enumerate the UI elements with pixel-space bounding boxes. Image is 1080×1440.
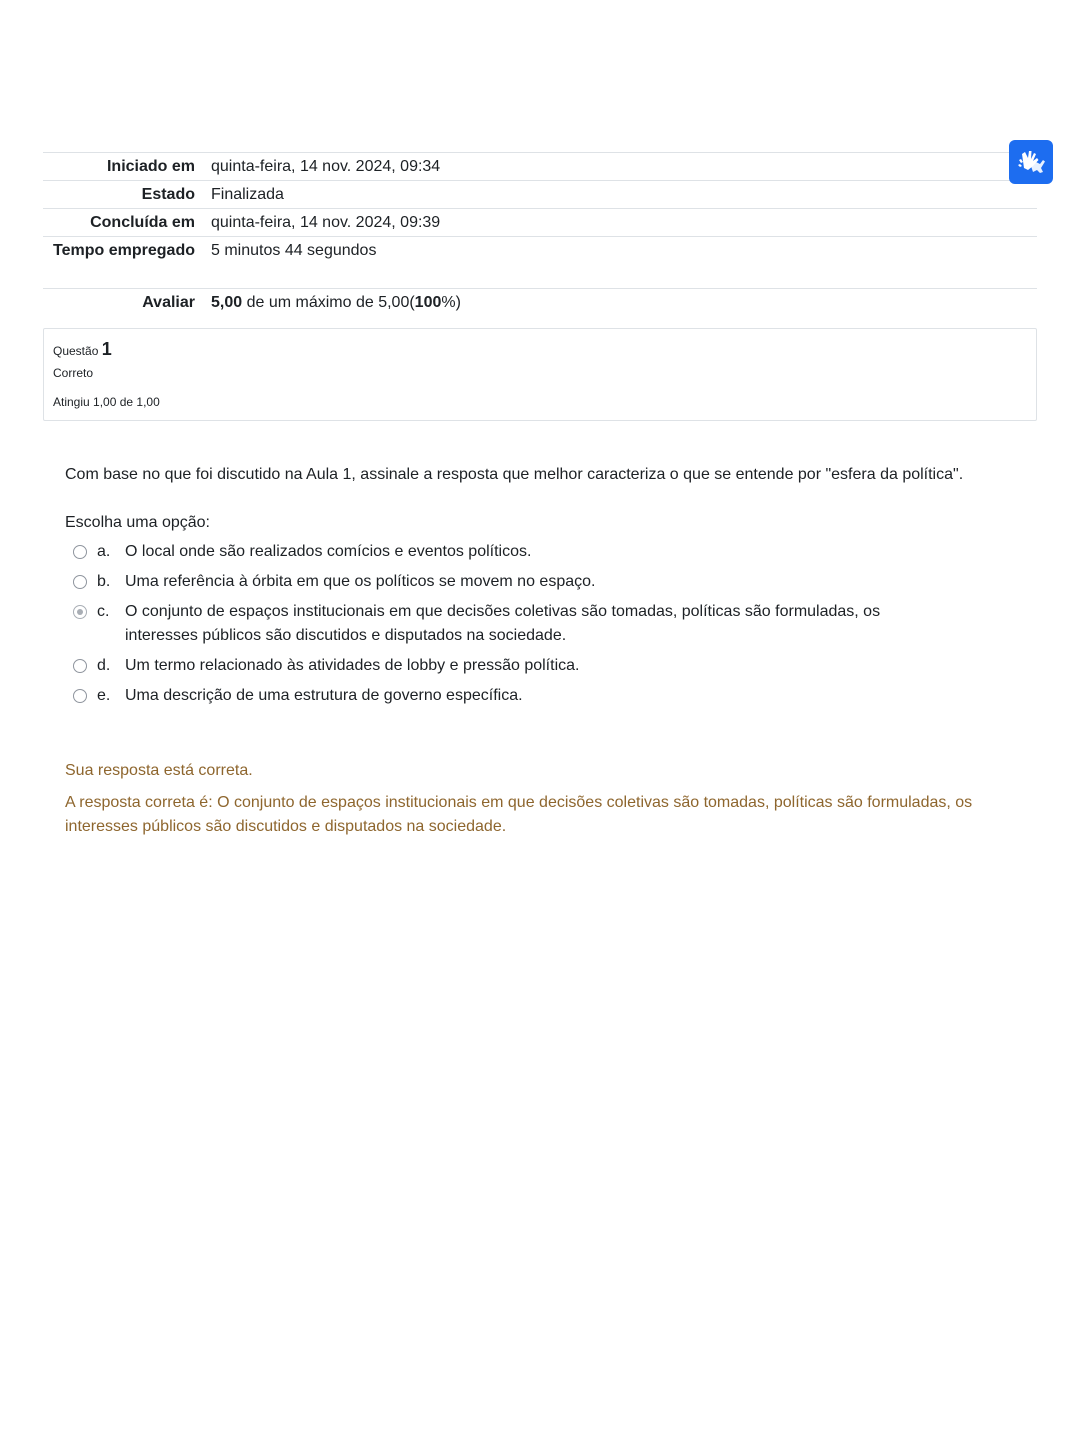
question-number [53,337,112,363]
feedback-right-answer: A resposta correta é: O conjunto de espaços institucionais em que decisões coletivas são tomadas, políticas são formuladas, os interesses públicos são discutidos e disputados na sociedade. [65,794,973,835]
radio-a[interactable] [73,545,87,559]
grade-score: 5,00 [211,294,243,311]
grade-mid: de um máximo de 5,00( [242,294,415,311]
answer-letter: a. [97,543,111,560]
radio-e[interactable] [73,689,87,703]
answer-letter: c. [97,603,110,620]
summary-row-started [43,152,1037,180]
answer-option-a[interactable] [73,540,953,564]
completed-label: Concluída em [90,214,195,231]
completed-value: quinta-feira, 14 nov. 2024, 09:39 [211,214,441,231]
question-label: Questão [53,344,99,358]
answer-option-d[interactable] [73,654,953,678]
grade-label: Avaliar [142,294,195,311]
grade-end: %) [441,294,461,311]
answer-prompt: Escolha uma opção: [65,514,210,531]
answer-list [73,540,953,714]
question-grade: Atingiu 1,00 de 1,00 [53,395,160,409]
radio-b[interactable] [73,575,87,589]
feedback-correct-message: Sua resposta está correta. [65,762,253,779]
grade-percent: 100 [414,294,442,311]
time-label: Tempo empregado [53,242,195,259]
answer-letter: e. [97,687,111,704]
answer-text: Um termo relacionado às atividades de lobby e pressão política. [125,657,580,674]
sign-language-hands-icon [1016,148,1046,176]
question-number-value: 1 [101,339,112,359]
answer-letter: d. [97,657,111,674]
summary-row-completed [43,208,1037,236]
grade-value [211,289,1037,319]
state-label: Estado [141,186,195,203]
accessibility-widget-button[interactable] [1009,140,1053,184]
answer-text: O local onde são realizados comícios e eventos políticos. [125,543,532,560]
answer-letter: b. [97,573,111,590]
answer-text: Uma referência à órbita em que os políticos se movem no espaço. [125,573,596,590]
time-value: 5 minutos 44 segundos [211,242,377,259]
started-value: quinta-feira, 14 nov. 2024, 09:34 [211,158,441,175]
summary-row-state [43,180,1037,208]
quiz-review-summary [43,152,1037,319]
started-label: Iniciado em [106,158,195,175]
answer-text: Uma descrição de uma estrutura de governo específica. [125,687,523,704]
summary-row-grade [43,288,1037,319]
question-text: Com base no que foi discutido na Aula 1, assinale a resposta que melhor caracteriza o que se entende por "esfera da política". [65,466,964,483]
question-info-box [43,328,1037,421]
state-value: Finalizada [211,186,284,203]
answer-text: O conjunto de espaços institucionais em que decisões coletivas são tomadas, políticas são formuladas, os interesses públicos são discutidos e disputados na sociedade. [125,603,881,644]
question-state: Correto [53,366,94,380]
summary-row-time [43,236,1037,288]
radio-c[interactable] [73,605,87,619]
answer-option-c[interactable] [73,600,953,648]
answer-option-e[interactable] [73,684,953,708]
question-feedback [65,759,1025,839]
radio-d[interactable] [73,659,87,673]
answer-option-b[interactable] [73,570,953,594]
